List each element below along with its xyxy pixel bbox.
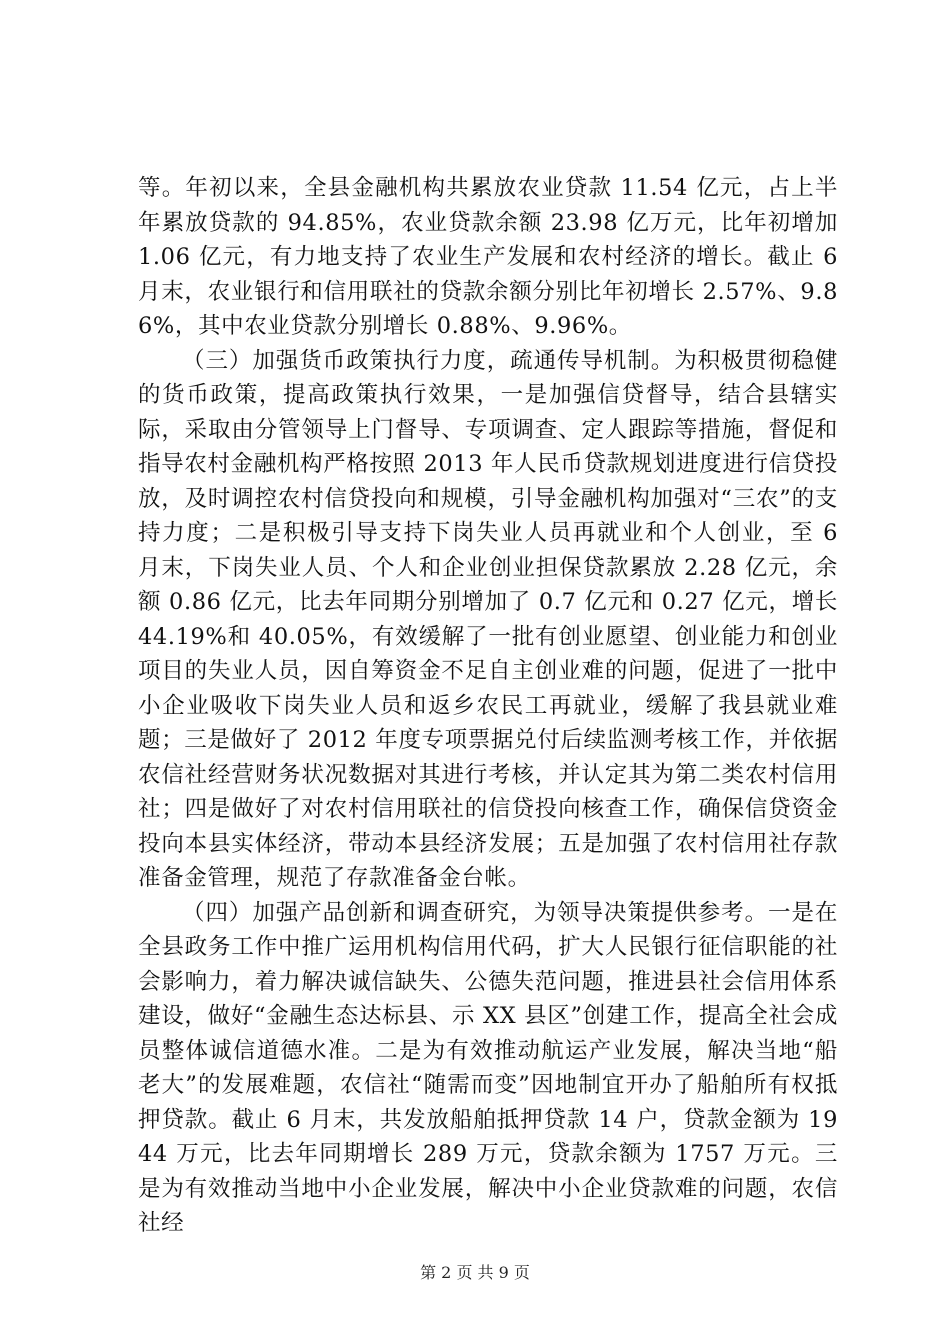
paragraph-product-innovation: （四）加强产品创新和调查研究，为领导决策提供参考。一是在全县政务工作中推广运用机构信用代码，扩大人民银行征信职能的社会影响力，着力解决诚信缺失、公德失范问题，推进县社会信用体系建设，做好“金融生态达标县、示 XX 县区”创建工作，提高全社会成员整体诚信道德水准。二是为有效推动航运产业发展，解决当地“船老大”的发展难题，农信社“随需而变”因地制宜开办了船舶所有权抵押贷款。截止 6 月末，共发放船舶抵押贷款 14 户，贷款金额为 1944 万元，比去年同期增长 289 万元，贷款余额为 1757 万元。三是为有效推动当地中小企业发展，解决中小企业贷款难的问题，农信社经 [138, 899, 838, 1236]
body-text [138, 171, 838, 1241]
paragraph-monetary-policy: （三）加强货币政策执行力度，疏通传导机制。为积极贯彻稳健的货币政策，提高政策执行效果，一是加强信贷督导，结合县辖实际，采取由分管领导上门督导、专项调查、定人跟踪等措施，督促和指导农村金融机构严格按照 2013 年人民币贷款规划进度进行信贷投放，及时调控农村信贷投向和规模，引导金融机构加强对“三农”的支持力度；二是积极引导支持下岗失业人员再就业和个人创业，至 6 月末，下岗失业人员、个人和企业创业担保贷款累放 2.28 亿元，余额 0.86 亿元，比去年同期分别增加了 0.7 亿元和 0.27 亿元，增长 44.19%和 40.05%，有效缓解了一批有创业愿望、创业能力和创业项目的失业人员，因自筹资金不足自主创业难的问题，促进了一批中小企业吸收下岗失业人员和返乡农民工再就业，缓解了我县就业难题；三是做好了 2012 年度专项票据兑付后续监测考核工作，并依据农信社经营财务状况数据对其进行考核，并认定其为第二类农村信用社；四是做好了对农村信用联社的信贷投向核查工作，确保信贷资金投向本县实体经济，带动本县经济发展；五是加强了农村信用社存款准备金管理，规范了存款准备金台帐。 [138, 347, 838, 891]
paragraph-agri-loans: 等。年初以来，全县金融机构共累放农业贷款 11.54 亿元，占上半年累放贷款的 94.85%，农业贷款余额 23.98 亿万元，比年初增加 1.06 亿元，有力地支持了农业生产发展和农村经济的增长。截止 6 月末，农业银行和信用联社的贷款余额分别比年初增长 2.57%、9.86%，其中农业贷款分别增长 0.88%、9.96%。 [138, 175, 838, 339]
page-footer: 第 2 页 共 9 页 [420, 1263, 530, 1282]
